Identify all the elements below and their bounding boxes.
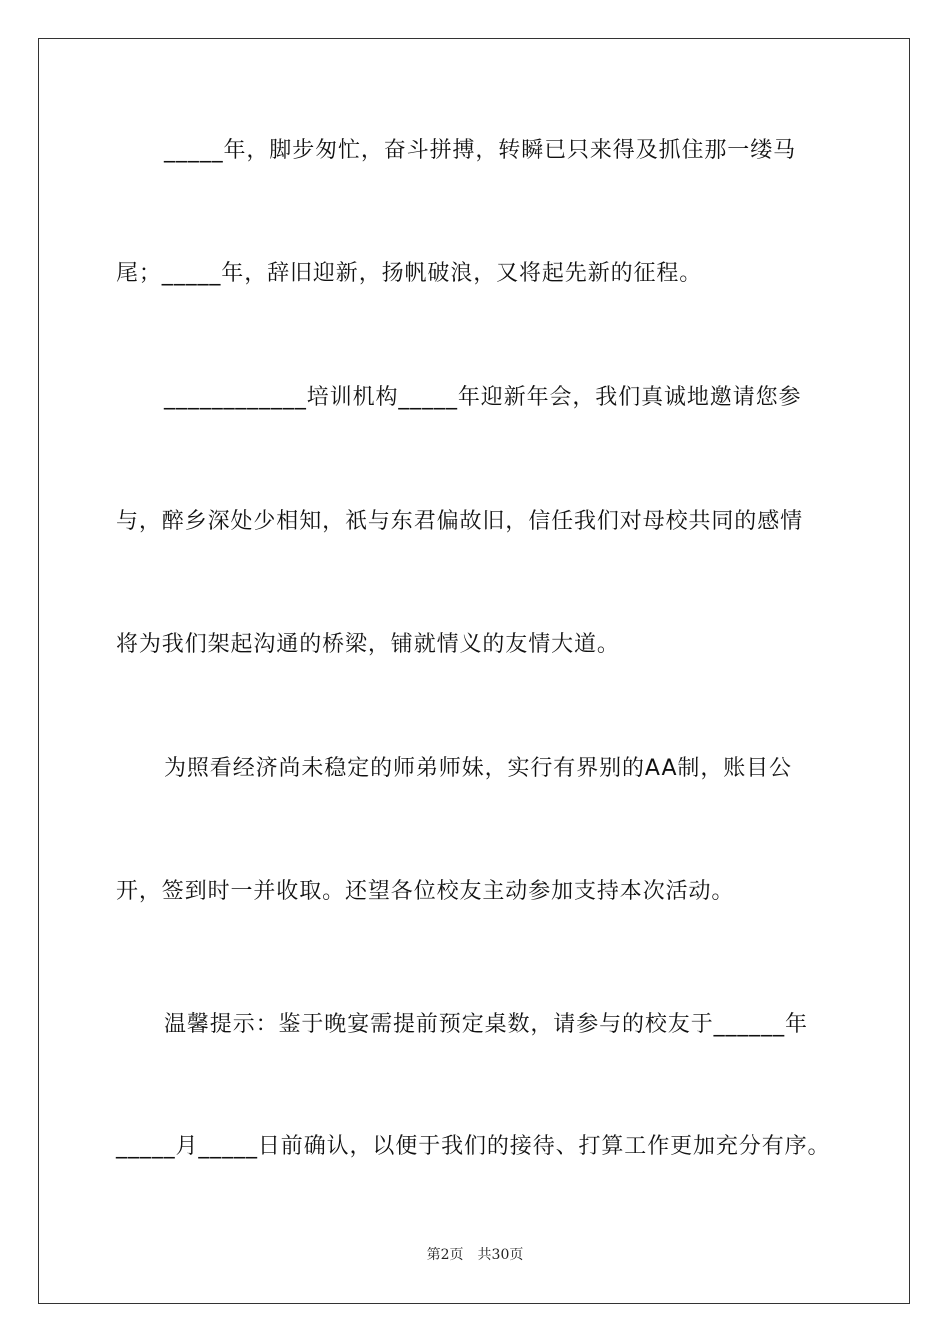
paragraph-3-line-1: 为照看经济尚未稳定的师弟师妹，实行有界别的AA制，账目公: [164, 756, 792, 781]
paragraph-4-line-1: 温馨提示：鉴于晚宴需提前预定桌数，请参与的校友于______年: [164, 1012, 808, 1037]
paragraph-2-line-1: ____________培训机构_____年迎新年会，我们真诚地邀请您参: [164, 385, 802, 410]
page-border: [38, 38, 910, 1304]
paragraph-2-line-2: 与，醉乡深处少相知，祇与东君偏故旧，信任我们对母校共同的感情: [116, 509, 804, 534]
paragraph-3-line-2: 开，签到时一并收取。还望各位校友主动参加支持本次活动。: [116, 879, 735, 904]
paragraph-1-line-2: 尾；_____年，辞旧迎新，扬帆破浪，又将起先新的征程。: [116, 261, 703, 286]
page-number: 第2页 共30页: [426, 1247, 524, 1263]
paragraph-1-line-1: _____年，脚步匆忙，奋斗拼搏，转瞬已只来得及抓住那一缕马: [164, 138, 797, 163]
paragraph-4-line-2: _____月_____日前确认，以便于我们的接待、打算工作更加充分有序。: [116, 1134, 831, 1159]
paragraph-2-line-3: 将为我们架起沟通的桥梁，铺就情义的友情大道。: [116, 632, 620, 657]
